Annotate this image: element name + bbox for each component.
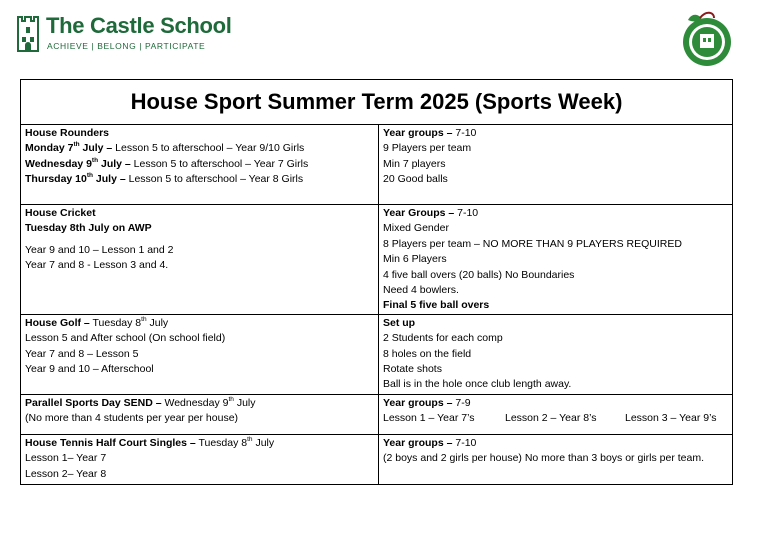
golf-info-line: Ball is in the hole once club length away. — [383, 378, 572, 391]
send-lesson: Lesson 3 – Year 9’s — [625, 412, 717, 425]
rounders-year-groups: Year groups – 7-10 — [383, 127, 477, 139]
cricket-date: Tuesday 8th July on AWP — [25, 222, 152, 235]
school-crest-icon — [680, 10, 734, 68]
cricket-info-line: 8 Players per team – NO MORE THAN 9 PLAYERS REQUIRED — [383, 237, 682, 250]
send-lesson: Lesson 2 – Year 8’s — [505, 412, 597, 425]
rounders-info-line: 20 Good balls — [383, 173, 448, 186]
cricket-heading: House Cricket — [25, 207, 96, 219]
cricket-cell — [21, 205, 379, 315]
golf-info-cell — [379, 314, 733, 394]
send-info-cell — [379, 394, 733, 434]
rounders-info-line: Min 7 players — [383, 157, 446, 170]
rounders-heading: House Rounders — [25, 127, 110, 139]
school-name: The Castle School — [46, 13, 232, 38]
rounders-info-line: 9 Players per team — [383, 142, 472, 155]
cricket-line: Year 7 and 8 - Lesson 3 and 4. — [25, 259, 169, 272]
tennis-info-text: (2 boys and 2 girls per house) No more than 3 boys or girls per team. — [383, 452, 704, 465]
cricket-info-cell — [379, 205, 733, 315]
cricket-info-line: Need 4 bowlers. — [383, 284, 459, 297]
page-title: House Sport Summer Term 2025 (Sports Week) — [21, 80, 733, 125]
golf-line: Year 7 and 8 – Lesson 5 — [25, 347, 139, 360]
tennis-line: Lesson 2– Year 8 — [25, 467, 107, 480]
golf-cell — [21, 314, 379, 394]
send-heading: Parallel Sports Day SEND – Wednesday 9th July — [25, 395, 256, 409]
table-row — [21, 205, 733, 315]
rounders-info-cell — [379, 125, 733, 205]
rounders-day-2: Wednesday 9th July – Lesson 5 to afterschool – Year 7 Girls — [25, 156, 309, 170]
rounders-day-1: Monday 7th July – Lesson 5 to afterschool – Year 9/10 Girls — [25, 141, 305, 155]
school-tagline: ACHIEVE | BELONG | PARTICIPATE — [47, 41, 206, 51]
rounders-cell — [21, 125, 379, 205]
golf-line: Lesson 5 and After school (On school field) — [25, 332, 226, 345]
castle-logo-icon — [17, 13, 39, 53]
send-year-groups: Year groups – 7-9 — [383, 396, 471, 409]
cricket-info-line: Min 6 Players — [383, 253, 447, 266]
sports-week-table — [20, 79, 733, 485]
table-row — [21, 434, 733, 484]
golf-setup-label: Set up — [383, 316, 416, 329]
cricket-year-groups: Year Groups – 7-10 — [383, 207, 479, 219]
cricket-final: Final 5 five ball overs — [383, 299, 490, 312]
table-row — [21, 394, 733, 434]
tennis-year-groups: Year groups – 7-10 — [383, 436, 477, 449]
cricket-info-line: Mixed Gender — [383, 222, 449, 235]
rounders-day-3: Thursday 10th July – Lesson 5 to afterschool – Year 8 Girls — [25, 172, 304, 186]
golf-info-line: 8 holes on the field — [383, 347, 472, 360]
table-row — [21, 125, 733, 205]
send-line: (No more than 4 students per year per house) — [25, 412, 239, 425]
cricket-info-line: 4 five ball overs (20 balls) No Boundaries — [383, 268, 575, 281]
send-cell — [21, 394, 379, 434]
cricket-line: Year 9 and 10 – Lesson 1 and 2 — [25, 243, 174, 256]
page-header — [0, 0, 760, 76]
tennis-heading: House Tennis Half Court Singles – Tuesday 8th July — [25, 435, 275, 449]
tennis-cell — [21, 434, 379, 484]
golf-info-line: Rotate shots — [383, 363, 442, 376]
golf-line: Year 9 and 10 – Afterschool — [25, 363, 154, 376]
golf-heading: House Golf – Tuesday 8th July — [25, 315, 169, 329]
table-row — [21, 314, 733, 394]
golf-info-line: 2 Students for each comp — [383, 332, 503, 345]
send-lessons — [383, 411, 728, 426]
tennis-info-cell — [379, 434, 733, 484]
send-lesson: Lesson 1 – Year 7’s — [383, 412, 475, 425]
tennis-line: Lesson 1– Year 7 — [25, 452, 107, 465]
